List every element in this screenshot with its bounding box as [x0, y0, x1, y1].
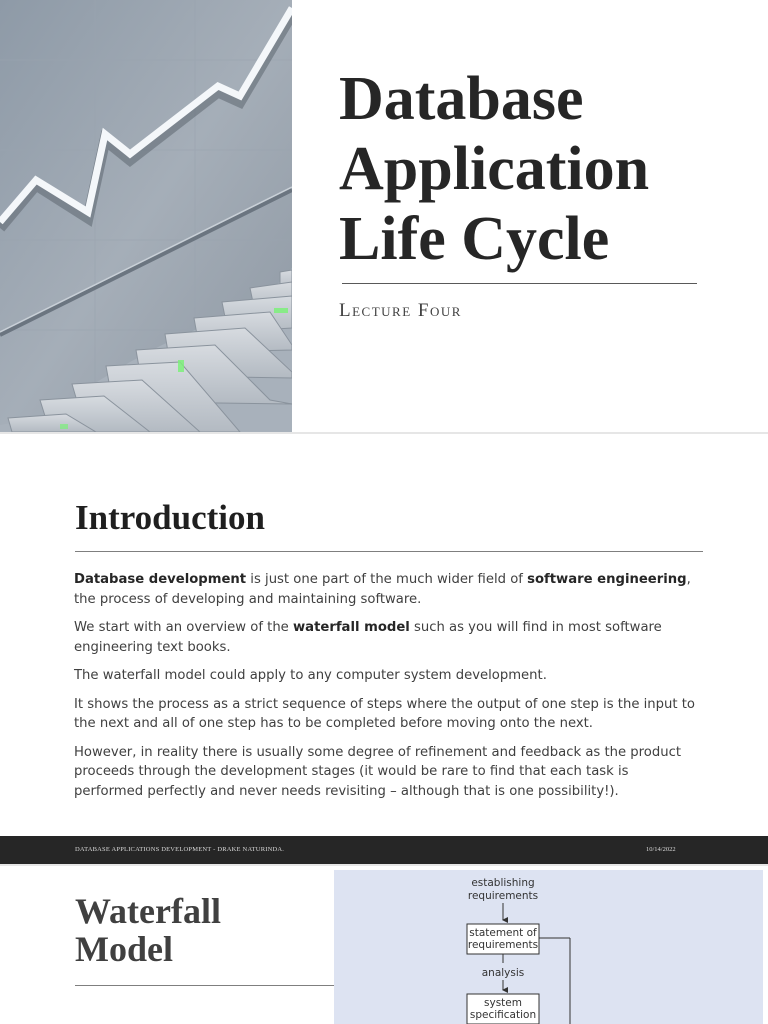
- slide-title: [339, 64, 749, 274]
- introduction-heading: Introduction: [75, 498, 265, 537]
- waterfall-heading-line-2: Model: [75, 929, 173, 969]
- slide-footer: [0, 836, 768, 864]
- label-analysis: analysis: [481, 967, 525, 979]
- term-waterfall-model: waterfall model: [292, 620, 410, 635]
- introduction-body: [74, 570, 699, 810]
- waterfall-divider: [75, 985, 334, 986]
- rising-chart-stairs-image: [0, 0, 292, 432]
- title-slide: [0, 0, 768, 432]
- title-line-1: Database: [339, 65, 584, 133]
- subtitle-text: Lecture Four: [339, 300, 462, 321]
- term-software-engineering: software engineering: [527, 572, 687, 587]
- introduction-slide: [0, 434, 768, 836]
- paragraph-4: It shows the process as a strict sequence of steps where the output of one step is the input to the next and all of one step has to be completed before moving onto the next.: [74, 696, 695, 731]
- paragraph-1: [74, 570, 699, 609]
- label-requirements: requirements: [467, 890, 539, 902]
- paragraph-2-text-a: We start with an overview of the: [74, 620, 293, 635]
- waterfall-slide: [0, 866, 768, 1024]
- box2-line-1: system: [484, 997, 522, 1009]
- paragraph-1-text-a: is just one part of the much wider field of: [246, 572, 528, 587]
- introduction-divider: [75, 551, 703, 552]
- term-database-development: Database development: [74, 572, 247, 587]
- footer-date: 10/14/2022: [646, 846, 676, 853]
- label-establishing: establishing: [471, 877, 535, 889]
- footer-course-author: DATABASE APPLICATIONS DEVELOPMENT - DRAKE NATURINDA.: [75, 846, 285, 853]
- waterfall-diagram-svg: [334, 870, 763, 1024]
- box1-line-2: requirements: [467, 939, 539, 951]
- box1-line-1: statement of: [469, 927, 537, 939]
- title-divider: [342, 283, 697, 284]
- box2-line-2: specification: [469, 1009, 537, 1021]
- waterfall-heading-line-1: Waterfall: [75, 891, 221, 931]
- waterfall-heading: [75, 892, 221, 968]
- paragraph-3: The waterfall model could apply to any computer system development.: [74, 668, 547, 683]
- paragraph-5: However, in reality there is usually some degree of refinement and feedback as the product proceeds through the development stages (it would be rare to find that each task is performed perfectly and never needs revisiting – although that is one possibility!).: [74, 744, 682, 799]
- stairs-graph-photo: [0, 0, 292, 432]
- paragraph-2: [74, 618, 699, 657]
- paragraph-2-text-b: such as you will find in most software engineering text books.: [74, 620, 662, 655]
- paragraph-1-text-b: , the process of developing and maintaining software.: [74, 572, 691, 607]
- title-line-3: Life Cycle: [339, 205, 610, 273]
- waterfall-diagram: [334, 870, 763, 1024]
- title-line-2: Application: [339, 135, 650, 203]
- slide-subtitle: [339, 300, 462, 322]
